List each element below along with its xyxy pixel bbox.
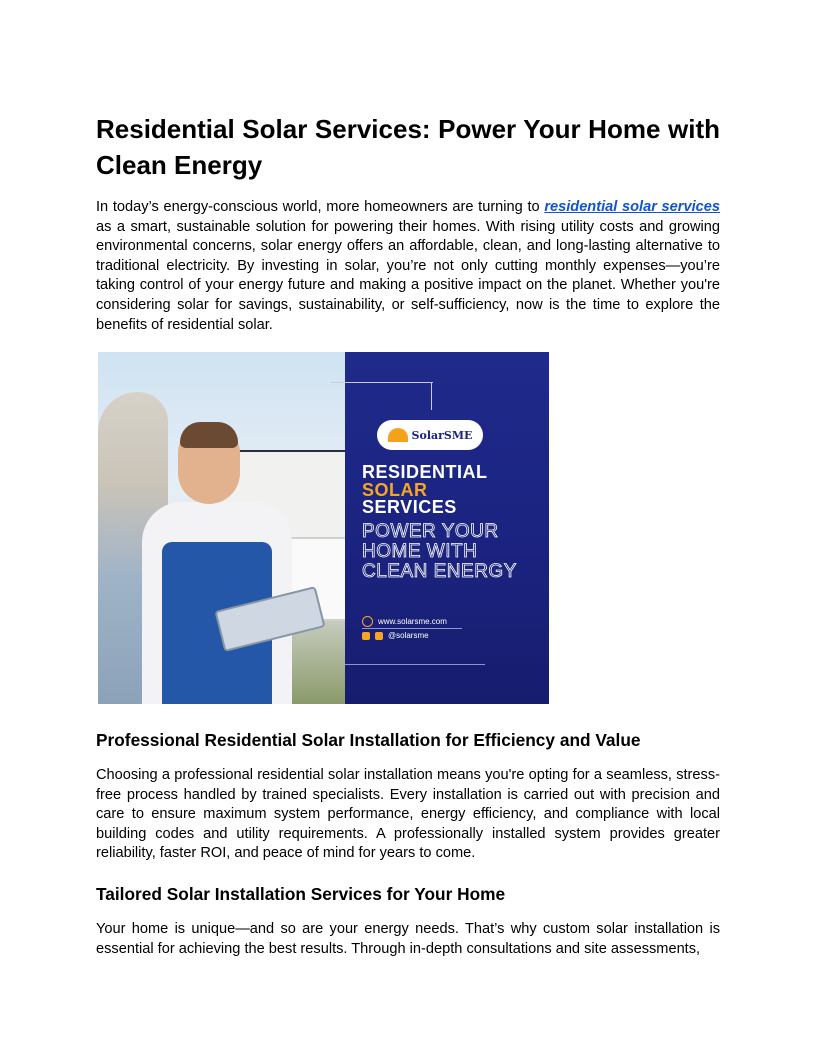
frame-line (331, 382, 433, 383)
intro-paragraph (96, 198, 720, 335)
facebook-icon (362, 632, 370, 640)
banner-social (362, 631, 429, 640)
residential-solar-banner-image (98, 352, 549, 704)
section-heading-tailored: Tailored Solar Installation Services for Your Home (96, 884, 506, 904)
solarsme-logo (377, 420, 483, 450)
banner-heading-line3: SERVICES (362, 497, 457, 517)
banner-heading-line2: SOLAR (362, 480, 428, 500)
banner-tagline: POWER YOUR HOME WITH CLEAN ENERGY (362, 521, 517, 582)
logo-text: SolarSME (411, 428, 473, 442)
section-heading-installation: Professional Residential Solar Installation for Efficiency and Value (96, 730, 641, 750)
tailored-paragraph: Your home is unique—and so are your energy needs. That’s why custom solar installation is essential for achieving the best results. Through in-depth consultations and site assessments, (96, 921, 720, 957)
banner-heading-line1: RESIDENTIAL (362, 462, 488, 482)
instagram-icon (375, 632, 383, 640)
social-handle: @solarsme (388, 631, 429, 640)
frame-line (431, 382, 432, 410)
frame-line (345, 664, 485, 665)
divider (362, 628, 462, 629)
intro-text-before: In today’s energy-conscious world, more homeowners are turning to (96, 199, 545, 215)
intro-text-after: as a smart, sustainable solution for powering their homes. With rising utility costs and growing environmental concerns, solar energy offers an affordable, clean, and long-lasting alternative to traditional electricity. By investing in solar, you’re not only cutting monthly expenses—you’re taking control of your energy future and making a positive impact on the planet. Whether you're considering solar for savings, sustainability, or self-sufficiency, now is the time to explore the benefits of residential solar. (96, 218, 720, 333)
banner-website (362, 616, 447, 627)
installer-photo (98, 352, 346, 704)
worker-hair (180, 422, 238, 448)
banner-text-panel (345, 352, 549, 704)
sun-icon (388, 428, 408, 442)
website-text: www.solarsme.com (378, 617, 447, 626)
globe-icon (362, 616, 373, 627)
residential-solar-services-link[interactable]: residential solar services (544, 199, 720, 215)
installation-paragraph: Choosing a professional residential solar installation means you're opting for a seamless, stress-free process handled by trained specialists. Every installation is carried out with precision and care to ensure maximum system performance, energy efficiency, and compliance with local building codes and utility requirements. A professionally installed system provides greater reliability, faster ROI, and peace of mind for years to come. (96, 767, 720, 862)
page-title: Residential Solar Services: Power Your Home with Clean Energy (96, 114, 720, 180)
